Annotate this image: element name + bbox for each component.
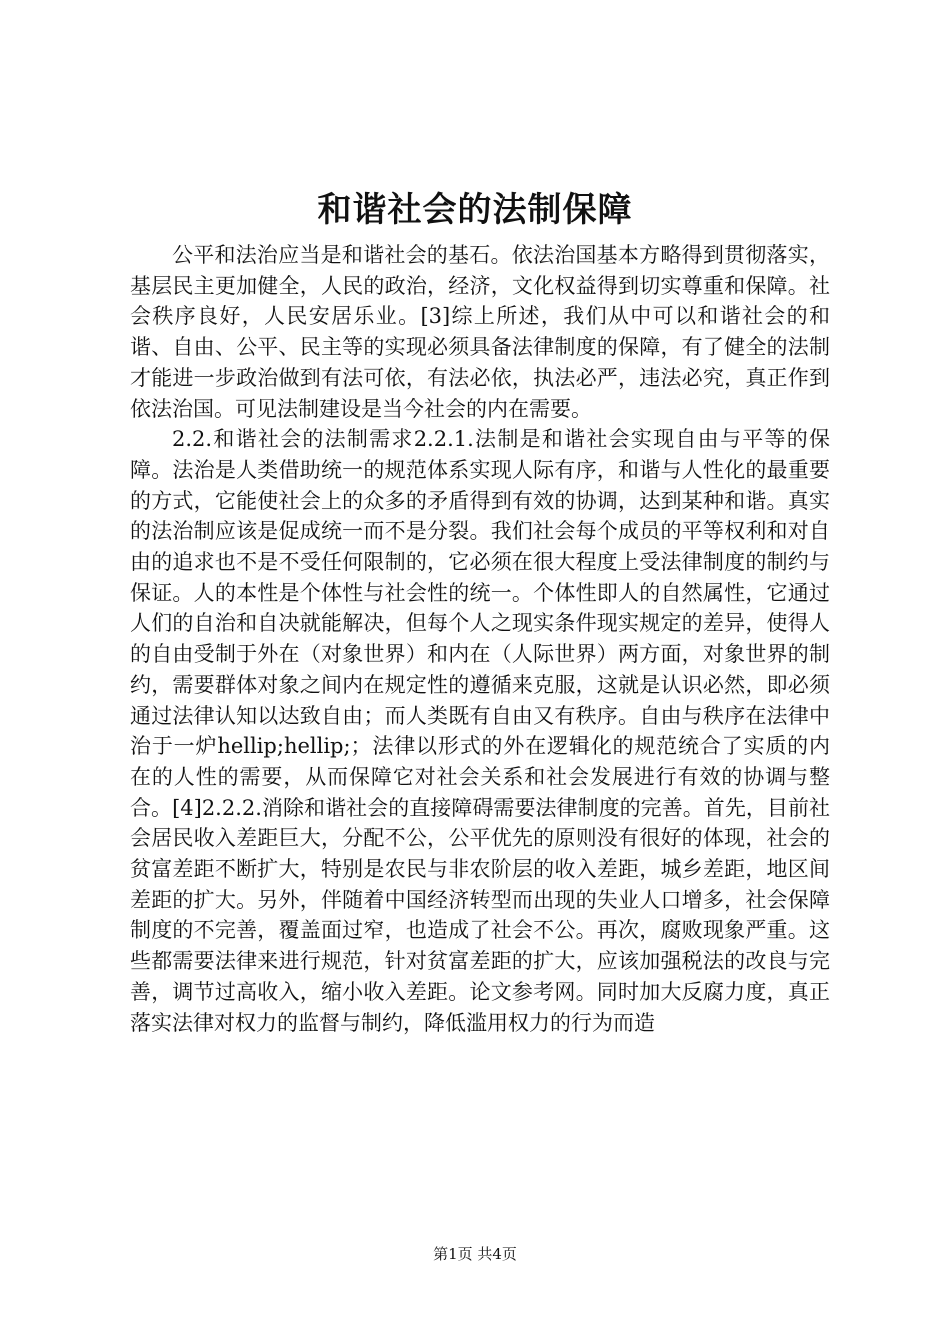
- document-body: [130, 240, 830, 1038]
- body-paragraph-2: 2.2.和谐社会的法制需求2.2.1.法制是和谐社会实现自由与平等的保障。法治是人类借助统一的规范体系实现人际有序，和谐与人性化的最重要的方式，它能使社会上的众多的矛盾得到有效的协调，达到某种和谐。真实的法治制应该是促成统一而不是分裂。我们社会每个成员的平等权利和对自由的追求也不是不受任何限制的，它必须在很大程度上受法律制度的制约与保证。人的本性是个体性与社会性的统一。个体性即人的自然属性，它通过人们的自治和自决就能解决，但每个人之现实条件现实规定的差异，使得人的自由受制于外在（对象世界）和内在（人际世界）两方面，对象世界的制约，需要群体对象之间内在规定性的遵循来克服，这就是认识必然，即必须通过法律认知以达致自由；而人类既有自由又有秩序。自由与秩序在法律中治于一炉hellip;hellip;；法律以形式的外在逻辑化的规范统合了实质的内在的人性的需要，从而保障它对社会关系和社会发展进行有效的协调与整合。[4]2.2.2.消除和谐社会的直接障碍需要法律制度的完善。首先，目前社会居民收入差距巨大，分配不公，公平优先的原则没有很好的体现，社会的贫富差距不断扩大，特别是农民与非农阶层的收入差距，城乡差距，地区间差距的扩大。另外，伴随着中国经济转型而出现的失业人口增多，社会保障制度的不完善，覆盖面过窄，也造成了社会不公。再次，腐败现象严重。这些都需要法律来进行规范，针对贫富差距的扩大，应该加强税法的改良与完善，调节过高收入，缩小收入差距。论文参考网。同时加大反腐力度，真正落实法律对权力的监督与制约，降低滥用权力的行为而造: [130, 427, 830, 1035]
- body-paragraph-1: 公平和法治应当是和谐社会的基石。依法治国基本方略得到贯彻落实，基层民主更加健全，人民的政治，经济，文化权益得到切实尊重和保障。社会秩序良好，人民安居乐业。[3]综上所述，我们从中可以和谐社会的和谐、自由、公平、民主等的实现必须具备法律制度的保障，有了健全的法制才能进一步政治做到有法可依，有法必依，执法必严，违法必究，真正作到依法治国。可见法制建设是当今社会的内在需要。: [130, 243, 830, 421]
- page-number-footer: 第1页 共4页: [433, 1245, 517, 1263]
- document-title: 和谐社会的法制保障: [317, 190, 633, 230]
